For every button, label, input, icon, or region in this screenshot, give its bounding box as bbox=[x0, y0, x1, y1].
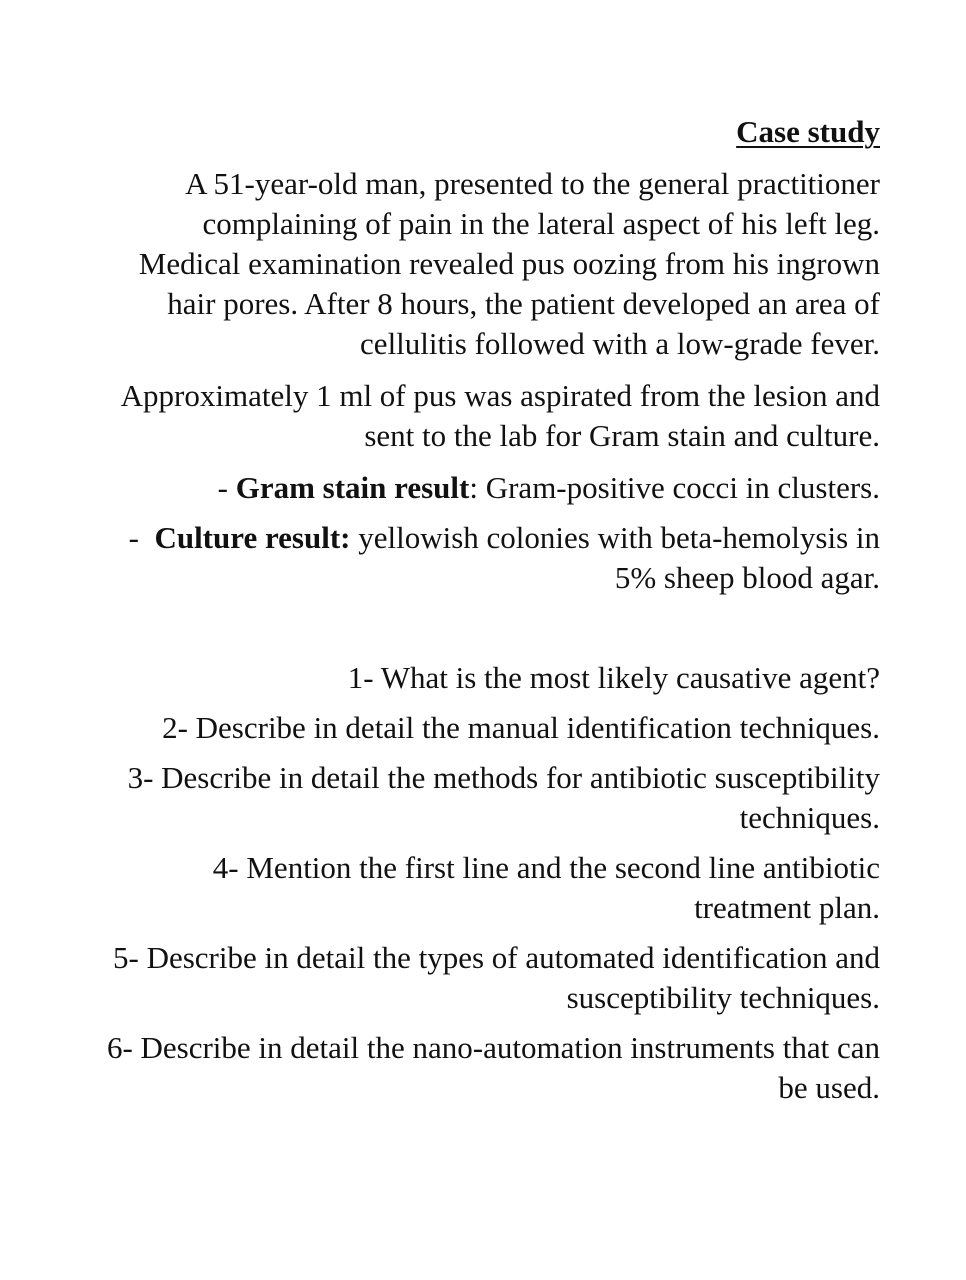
case-line: cellulitis followed with a low-grade fever. bbox=[360, 326, 880, 361]
culture-text: yellowish colonies with beta-hemolysis in bbox=[350, 520, 880, 555]
question-line: 2- Describe in detail the manual identification techniques. bbox=[162, 710, 880, 745]
specimen-paragraph bbox=[20, 376, 880, 456]
question-line: 4- Mention the first line and the second line antibiotic bbox=[212, 850, 880, 885]
question-line: 1- What is the most likely causative agent? bbox=[347, 660, 880, 695]
question-2 bbox=[20, 708, 880, 748]
case-line: A 51-year-old man, presented to the general practitioner bbox=[185, 166, 880, 201]
case-line: Medical examination revealed pus oozing from his ingrown bbox=[138, 246, 880, 281]
question-line: techniques. bbox=[739, 800, 880, 835]
question-3 bbox=[20, 758, 880, 838]
question-line: 6- Describe in detail the nano-automation instruments that can bbox=[106, 1030, 880, 1065]
question-line: susceptibility techniques. bbox=[566, 980, 880, 1015]
case-line: complaining of pain in the lateral aspect of his left leg. bbox=[202, 206, 880, 241]
question-1 bbox=[20, 658, 880, 698]
question-line: treatment plan. bbox=[694, 890, 880, 925]
question-6 bbox=[20, 1028, 880, 1108]
question-line: 5- Describe in detail the types of automated identification and bbox=[113, 940, 880, 975]
question-4 bbox=[20, 848, 880, 928]
question-line: 3- Describe in detail the methods for antibiotic susceptibility bbox=[127, 760, 880, 795]
specimen-line: sent to the lab for Gram stain and culture. bbox=[364, 418, 880, 453]
case-description-paragraph bbox=[20, 164, 880, 364]
question-5 bbox=[20, 938, 880, 1018]
culture-result bbox=[20, 518, 880, 598]
gram-label: Gram stain result bbox=[235, 470, 470, 505]
culture-prefix: - bbox=[128, 520, 155, 555]
specimen-line: Approximately 1 ml of pus was aspirated from the lesion and bbox=[120, 378, 880, 413]
page-title: Case study bbox=[736, 114, 880, 149]
culture-text-line2: 5% sheep blood agar. bbox=[614, 560, 880, 595]
gram-stain-result bbox=[20, 468, 880, 508]
culture-label: Culture result: bbox=[154, 520, 351, 555]
gram-text: : Gram-positive cocci in clusters. bbox=[469, 470, 880, 505]
gram-prefix: - bbox=[217, 470, 236, 505]
case-study-document bbox=[20, 112, 880, 1118]
case-line: hair pores. After 8 hours, the patient developed an area of bbox=[167, 286, 880, 321]
question-line: be used. bbox=[778, 1070, 880, 1105]
section-spacer bbox=[20, 608, 880, 658]
